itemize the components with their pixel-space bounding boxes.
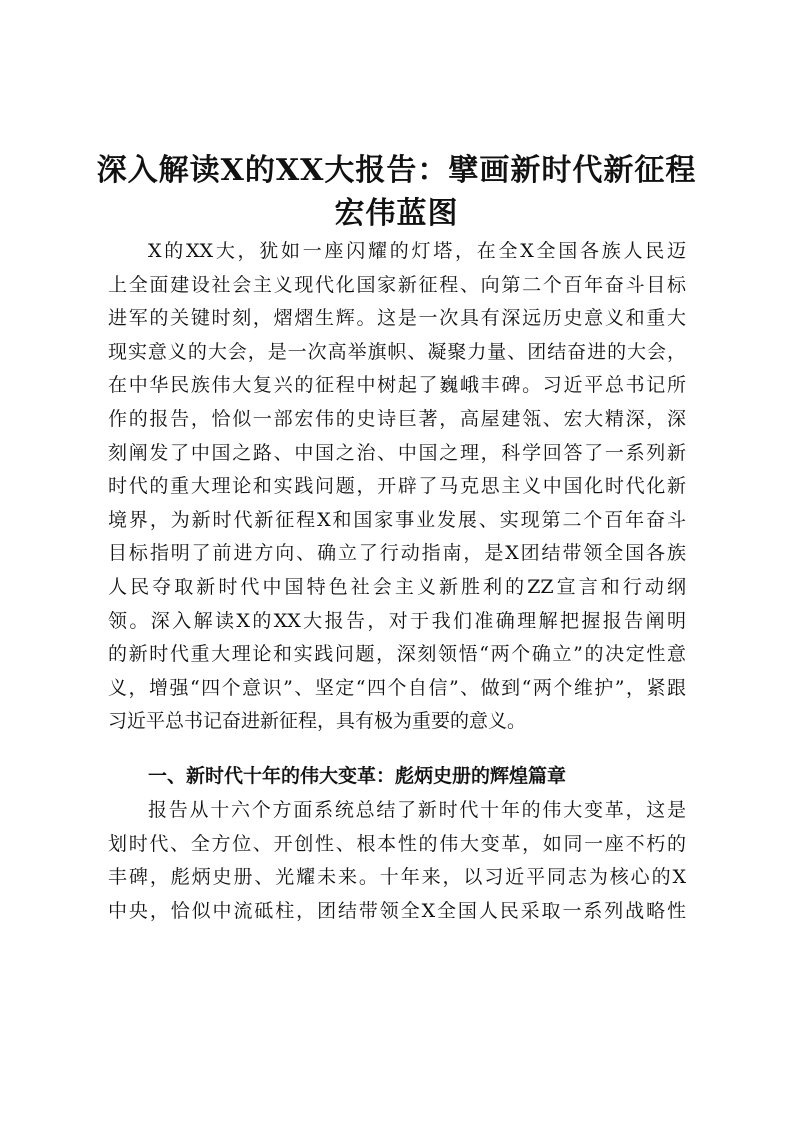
- paragraph-2-line-1: 报告从十六个方面系统总结了新时代十年的伟大变革，这是: [148, 799, 686, 821]
- paragraph-1-line-12: 领。深入解读X的XX大报告，对于我们准确理解把握报告阐明: [108, 609, 686, 632]
- section-1-heading: 一、新时代十年的伟大变革：彪炳史册的辉煌篇章: [148, 765, 567, 787]
- paragraph-1-line-9: 境界，为新时代新征程X和国家事业发展、实现第二个百年奋斗: [108, 508, 686, 531]
- paragraph-1-line-14: 义，增强“四个意识”、坚定“四个自信”、做到“两个维护”，紧跟: [108, 676, 686, 699]
- paragraph-2-line-2: 划时代、全方位、开创性、根本性的伟大变革，如同一座不朽的: [108, 832, 686, 855]
- paragraph-1-line-8: 时代的重大理论和实践问题，开辟了马克思主义中国化时代化新: [108, 475, 686, 498]
- paragraph-1-line-15: 习近平总书记奋进新征程，具有极为重要的意义。: [108, 710, 527, 733]
- document-title-line-1: 深入解读X的XX大报告：擘画新时代新征程: [96, 153, 697, 188]
- paragraph-1-line-11: 人民夺取新时代中国特色社会主义新胜利的ZZ宣言和行动纲: [108, 576, 686, 598]
- paragraph-1-line-7: 刻阐发了中国之路、中国之治、中国之理，科学回答了一系列新: [108, 441, 686, 464]
- document-title-line-2: 宏伟蓝图: [334, 196, 459, 231]
- paragraph-1-line-5: 在中华民族伟大复兴的征程中树起了巍峨丰碑。习近平总书记所: [108, 374, 686, 397]
- paragraph-1-line-2: 上全面建设社会主义现代化国家新征程、向第二个百年奋斗目标: [108, 273, 686, 296]
- paragraph-1-line-3: 进军的关键时刻，熠熠生辉。这是一次具有深远历史意义和重大: [108, 307, 686, 330]
- paragraph-2-line-4: 中央，恰似中流砥柱，团结带领全X全国人民采取一系列战略性: [108, 899, 686, 922]
- paragraph-1-line-13: 的新时代重大理论和实践问题，深刻领悟“两个确立”的决定性意: [108, 643, 686, 666]
- paragraph-1-line-6: 作的报告，恰似一部宏伟的史诗巨著，高屋建瓴、宏大精深，深: [108, 408, 686, 430]
- paragraph-1-line-4: 现实意义的大会，是一次高举旗帜、凝聚力量、团结奋进的大会，: [108, 340, 686, 363]
- paragraph-1-line-10: 目标指明了前进方向、确立了行动指南，是X团结带领全国各族: [108, 542, 686, 565]
- paragraph-2-line-3: 丰碑，彪炳史册、光耀未来。十年来，以习近平同志为核心的X: [108, 866, 686, 889]
- paragraph-1-line-1: X的XX大，犹如一座闪耀的灯塔，在全X全国各族人民迈: [148, 240, 686, 262]
